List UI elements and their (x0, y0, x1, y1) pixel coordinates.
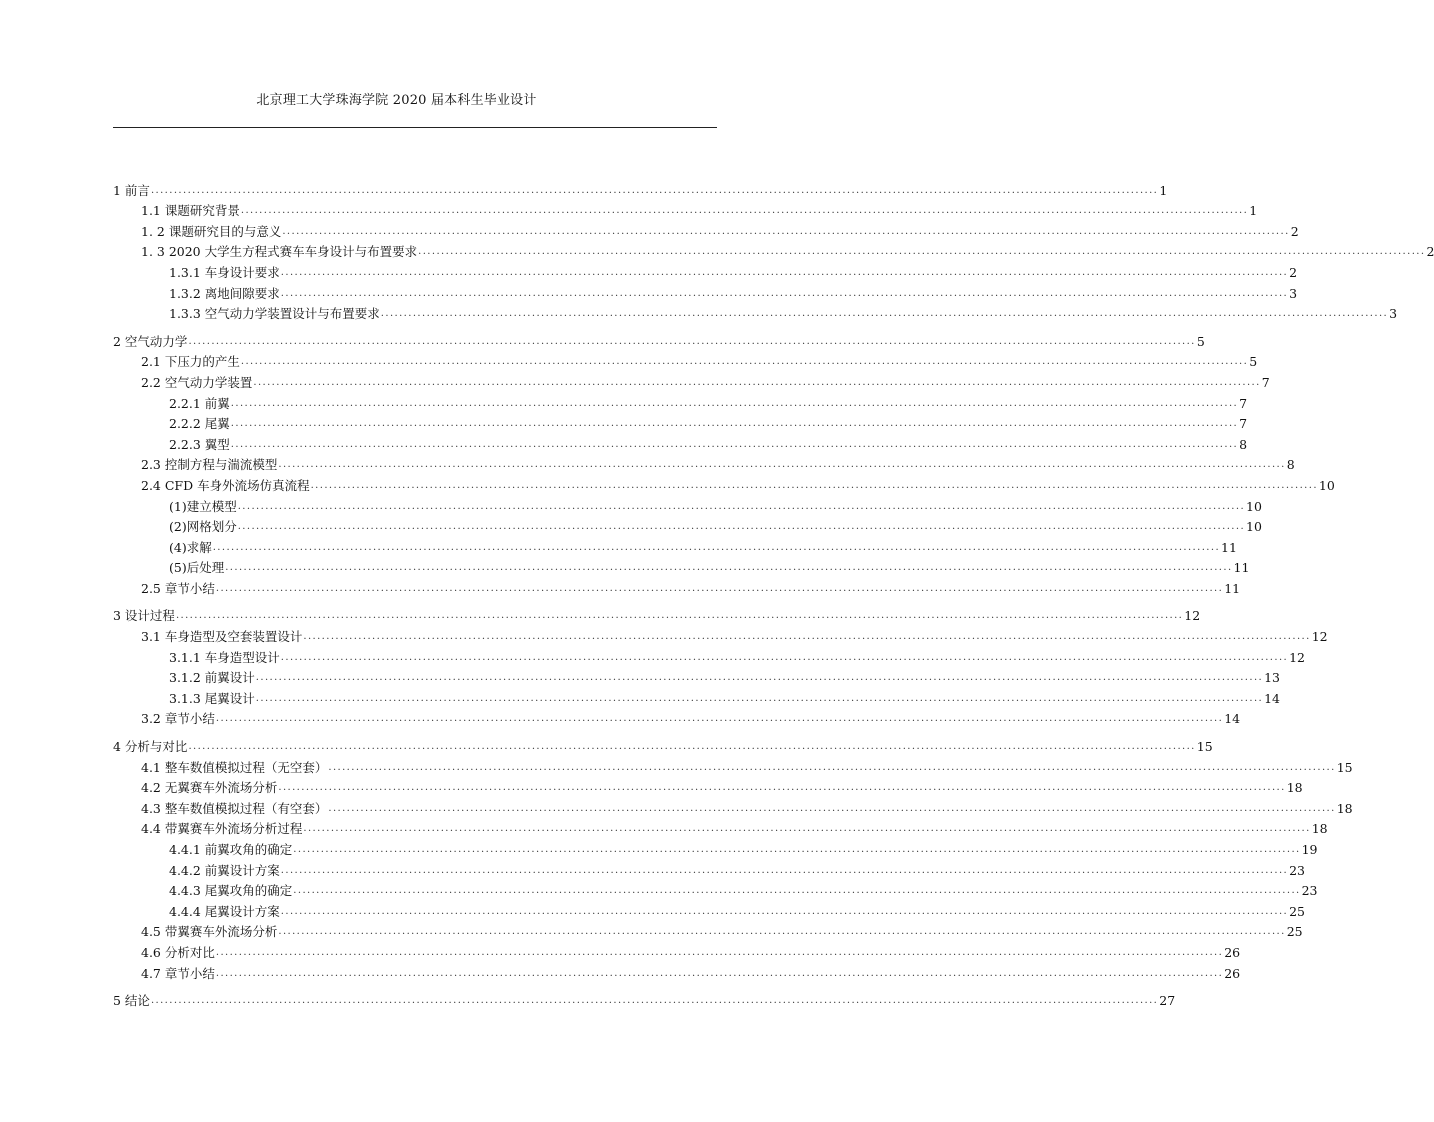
toc-page-number: 25 (1286, 924, 1303, 940)
toc-page-number: 15 (1336, 759, 1353, 775)
toc-dot-leader: ............................................................................................................................................................................................................................ (188, 741, 1196, 753)
toc-dot-leader: ............................................................................................................................................................................................................................ (293, 885, 1301, 897)
toc-dot-leader: ............................................................................................................................................................................................................................ (150, 184, 1159, 196)
toc-dot-leader: ............................................................................................................................................................................................................................ (215, 713, 1224, 725)
toc-entry[interactable] (0, 239, 1434, 260)
toc-dot-leader: ............................................................................................................................................................................................................................ (282, 225, 1290, 237)
toc-dot-leader: ............................................................................................................................................................................................................................ (280, 287, 1289, 299)
toc-entry[interactable] (0, 898, 1306, 919)
toc-page-number: 11 (1221, 539, 1237, 555)
toc-entry-title: 1.3.3 空气动力学装置设计与布置要求 (169, 306, 380, 322)
toc-entry[interactable] (0, 472, 1335, 493)
toc-entry[interactable] (0, 514, 1262, 535)
toc-dot-leader: ............................................................................................................................................................................................................................ (280, 651, 1289, 663)
toc-entry-title: 4.1 整车数值模拟过程（无空套） (141, 759, 328, 775)
toc-entry-title: 4.4.2 前翼设计方案 (169, 862, 280, 878)
toc-chapter-group (0, 328, 1335, 596)
toc-page-number: 12 (1311, 629, 1328, 645)
toc-entry-title: (1)建立模型 (169, 498, 237, 514)
header-rule (113, 127, 717, 128)
toc-entry[interactable] (0, 816, 1328, 837)
toc-page-number: 15 (1196, 739, 1213, 755)
toc-entry[interactable] (0, 328, 1205, 349)
toc-entry[interactable] (0, 988, 1176, 1009)
toc-page-number: 19 (1301, 842, 1318, 857)
toc-page-number: 12 (1184, 608, 1201, 624)
toc-entry-title: 1.3.1 车身设计要求 (169, 264, 280, 280)
toc-entry[interactable] (0, 644, 1306, 665)
toc-dot-leader: ............................................................................................................................................................................................................................ (230, 438, 1239, 450)
toc-page-number: 7 (1239, 416, 1248, 432)
toc-dot-leader: ............................................................................................................................................................................................................................ (328, 761, 1336, 773)
toc-entry-title: 3.2 章节小结 (141, 711, 215, 727)
toc-entry-title: 3.1.2 前翼设计 (169, 670, 255, 686)
toc-entry-title: (2)网格划分 (169, 519, 237, 535)
toc-dot-leader: ............................................................................................................................................................................................................................ (310, 479, 1318, 491)
toc-page-number: 2 (1290, 223, 1299, 239)
toc-dot-leader: ............................................................................................................................................................................................................................ (418, 246, 1426, 258)
toc-dot-leader: ............................................................................................................................................................................................................................ (215, 967, 1224, 979)
toc-entry[interactable] (0, 603, 1201, 624)
toc-entry-title: 4.4.4 尾翼设计方案 (169, 903, 280, 919)
toc-entry[interactable] (0, 411, 1248, 432)
toc-entry[interactable] (0, 431, 1248, 452)
toc-page-number: 10 (1246, 498, 1262, 514)
toc-entry[interactable] (0, 218, 1299, 239)
toc-dot-leader: ............................................................................................................................................................................................................................ (253, 376, 1261, 388)
toc-entry-title: 2.2.2 尾翼 (169, 416, 230, 432)
toc-dot-leader: ............................................................................................................................................................................................................................ (303, 823, 1311, 835)
toc-entry[interactable] (0, 259, 1298, 280)
toc-dot-leader: ............................................................................................................................................................................................................................ (230, 418, 1239, 430)
toc-entry[interactable] (0, 733, 1213, 755)
toc-chapter-group (0, 733, 1353, 981)
toc-dot-leader: ............................................................................................................................................................................................................................ (240, 205, 1249, 217)
toc-entry-title: 1 前言 (113, 182, 150, 198)
page-header: 北京理工大学珠海学院 2020 届本科生毕业设计 (256, 93, 537, 108)
toc-entry-title: 2.2.3 翼型 (169, 436, 230, 452)
toc-entry[interactable] (0, 369, 1270, 390)
toc-entry-title: 2.3 控制方程与湍流模型 (141, 457, 278, 473)
toc-page-number: 14 (1224, 711, 1241, 727)
toc-dot-leader: ............................................................................................................................................................................................................................ (150, 995, 1159, 1007)
toc-page-number: 26 (1224, 944, 1241, 960)
toc-entry-title: 2.2 空气动力学装置 (141, 374, 253, 390)
toc-page-number: 1 (1159, 182, 1168, 198)
toc-entry[interactable] (0, 623, 1328, 645)
toc-dot-leader: ............................................................................................................................................................................................................................ (278, 782, 1286, 794)
toc-entry-title: 4.4.3 尾翼攻角的确定 (169, 883, 293, 899)
toc-page-number: 3 (1389, 306, 1398, 322)
toc-chapter-group (0, 988, 1176, 1009)
toc-chapter-group (0, 177, 1434, 322)
toc-dot-leader: ............................................................................................................................................................................................................................ (225, 562, 1233, 574)
toc-entry-title: (5)后处理 (169, 560, 225, 576)
toc-dot-leader: ............................................................................................................................................................................................................................ (237, 500, 1246, 512)
toc-dot-leader: ............................................................................................................................................................................................................................ (280, 266, 1289, 278)
toc-entry[interactable] (0, 706, 1241, 727)
toc-entry[interactable] (0, 919, 1303, 940)
toc-page-number: 10 (1246, 519, 1262, 535)
toc-page-number: 12 (1289, 649, 1306, 665)
toc-entry-title: 2.4 CFD 车身外流场仿真流程 (141, 477, 310, 493)
toc-dot-leader: ............................................................................................................................................................................................................................ (230, 397, 1239, 409)
toc-page-number: 5 (1196, 333, 1205, 349)
toc-dot-leader: ............................................................................................................................................................................................................................ (255, 692, 1264, 704)
toc-entry[interactable] (0, 857, 1306, 878)
toc-entry[interactable] (0, 685, 1281, 706)
toc-entry-title: 3.1.1 车身造型设计 (169, 649, 280, 665)
toc-page-number: 26 (1224, 965, 1241, 981)
toc-entry[interactable] (0, 555, 1250, 576)
toc-dot-leader: ............................................................................................................................................................................................................................ (280, 905, 1289, 917)
toc-entry[interactable] (0, 575, 1241, 596)
toc-dot-leader: ............................................................................................................................................................................................................................ (278, 459, 1286, 471)
toc-entry-title: 4.5 带翼赛车外流场分析 (141, 924, 278, 940)
toc-dot-leader: ............................................................................................................................................................................................................................ (328, 802, 1336, 814)
toc-entry[interactable] (0, 754, 1353, 775)
toc-dot-leader: ............................................................................................................................................................................................................................ (215, 582, 1224, 594)
table-of-contents (0, 177, 1434, 1015)
toc-entry-title: 4 分析与对比 (113, 739, 188, 755)
toc-entry-title: 2 空气动力学 (113, 333, 188, 349)
toc-entry[interactable] (0, 795, 1353, 816)
toc-entry-title: 4.3 整车数值模拟过程（有空套） (141, 800, 328, 816)
toc-entry[interactable] (0, 534, 1237, 555)
toc-dot-leader: ............................................................................................................................................................................................................................ (215, 946, 1224, 958)
toc-entry-title: 3 设计过程 (113, 608, 175, 624)
toc-entry[interactable] (0, 960, 1241, 981)
toc-entry-title: 2.2.1 前翼 (169, 395, 230, 411)
toc-page-number: 13 (1264, 670, 1281, 686)
toc-page-number: 18 (1311, 821, 1328, 837)
toc-entry-title: 5 结论 (113, 993, 150, 1009)
toc-page-number: 14 (1264, 690, 1281, 706)
toc-dot-leader: ............................................................................................................................................................................................................................ (303, 631, 1311, 643)
toc-entry[interactable] (0, 775, 1303, 796)
toc-page-number: 11 (1224, 580, 1241, 596)
toc-dot-leader: ............................................................................................................................................................................................................................ (237, 521, 1246, 533)
toc-page-number: 7 (1239, 395, 1248, 411)
toc-page-number: 3 (1289, 285, 1298, 301)
toc-page-number: 7 (1261, 374, 1270, 390)
toc-page-number: 1 (1249, 203, 1258, 219)
toc-page-number: 25 (1289, 903, 1306, 919)
toc-entry-title: 4.6 分析对比 (141, 944, 215, 960)
toc-entry-title: 1.3.2 离地间隙要求 (169, 285, 280, 301)
toc-entry-title: 3.1.3 尾翼设计 (169, 690, 255, 706)
toc-entry[interactable] (0, 177, 1168, 198)
toc-chapter-group (0, 603, 1328, 727)
toc-entry[interactable] (0, 452, 1295, 473)
toc-entry[interactable] (0, 493, 1262, 514)
toc-entry-title: 4.4.1 前翼攻角的确定 (169, 842, 293, 857)
toc-entry[interactable] (0, 198, 1258, 219)
toc-dot-leader: ............................................................................................................................................................................................................................ (212, 541, 1221, 553)
toc-entry-title: 1. 3 2020 大学生方程式赛车车身设计与布置要求 (141, 244, 418, 260)
toc-entry-title: (4)求解 (169, 539, 212, 555)
toc-entry[interactable] (0, 390, 1248, 411)
toc-entry-title: 3.1 车身造型及空套装置设计 (141, 629, 303, 645)
toc-page-number: 18 (1286, 780, 1303, 796)
toc-dot-leader: ............................................................................................................................................................................................................................ (278, 926, 1286, 938)
toc-page-number: 10 (1318, 477, 1335, 493)
toc-page-number: 23 (1301, 883, 1318, 899)
toc-dot-leader: ............................................................................................................................................................................................................................ (293, 844, 1301, 855)
toc-page-number: 23 (1289, 862, 1306, 878)
toc-dot-leader: ............................................................................................................................................................................................................................ (188, 335, 1196, 347)
toc-entry-title: 4.4 带翼赛车外流场分析过程 (141, 821, 303, 837)
toc-entry-title: 2.1 下压力的产生 (141, 354, 240, 370)
toc-entry[interactable] (0, 349, 1258, 370)
toc-entry[interactable] (0, 878, 1318, 899)
toc-entry[interactable] (0, 301, 1398, 322)
toc-entry-title: 4.7 章节小结 (141, 965, 215, 981)
toc-dot-leader: ............................................................................................................................................................................................................................ (280, 864, 1289, 876)
toc-page-number: 2 (1289, 264, 1298, 280)
toc-page-number: 27 (1159, 993, 1176, 1009)
toc-dot-leader: ............................................................................................................................................................................................................................ (255, 672, 1264, 684)
toc-entry[interactable] (0, 665, 1281, 686)
toc-entry[interactable] (0, 939, 1241, 960)
toc-page-number: 8 (1239, 436, 1248, 452)
toc-entry-title: 1. 2 课题研究目的与意义 (141, 223, 282, 239)
toc-page-number: 18 (1336, 800, 1353, 816)
toc-page-number: 8 (1286, 457, 1295, 473)
toc-dot-leader: ............................................................................................................................................................................................................................ (380, 308, 1389, 320)
toc-page-number: 5 (1249, 354, 1258, 370)
toc-entry[interactable] (0, 836, 1318, 857)
toc-dot-leader: ............................................................................................................................................................................................................................ (240, 356, 1249, 368)
toc-entry[interactable] (0, 280, 1298, 301)
toc-dot-leader: ............................................................................................................................................................................................................................ (175, 610, 1184, 622)
toc-page-number: 11 (1233, 560, 1250, 576)
toc-page-number: 2 (1426, 244, 1434, 260)
toc-entry-title: 4.2 无翼赛车外流场分析 (141, 780, 278, 796)
toc-entry-title: 1.1 课题研究背景 (141, 203, 240, 219)
toc-entry-title: 2.5 章节小结 (141, 580, 215, 596)
